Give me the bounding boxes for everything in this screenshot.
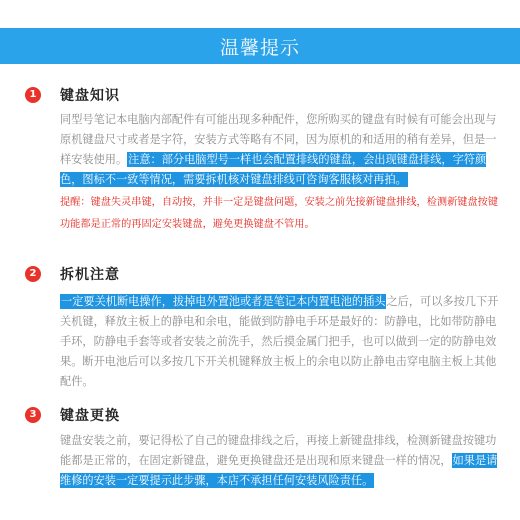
section-heading bbox=[0, 404, 520, 426]
body-text: 键盘安装之前，要记得松了自己的键盘排线之后，再接上新键盘排线，检测新键盘按键功能都是正常的，在固定新键盘，避免更换键盘还是出现和原来键盘一样的情况， bbox=[60, 434, 497, 467]
section-heading bbox=[0, 84, 520, 106]
highlighted-note: 注意：部分电脑型号一样也会配置排线的键盘，会出现键盘排线，字符颜色，图标不一致等情况，需要拆机核对键盘排线可咨询客服核对再拍。 bbox=[60, 153, 487, 186]
section-disassembly-notes bbox=[0, 263, 520, 388]
section-body bbox=[60, 110, 500, 236]
section-heading bbox=[0, 263, 520, 285]
section-keyboard-replacement bbox=[0, 404, 520, 487]
highlighted-note: 一定要关机断电操作，拔掉电外置池或者是笔记本内置电池的插头 bbox=[61, 295, 386, 308]
number-badge-icon: 1 bbox=[25, 87, 41, 103]
warning-text: 提醒：键盘失灵串键，自动按，并非一定是键盘问题，安装之前先接新键盘排线，检测新键盘按键功能都是正常的再固定安装键盘，避免更换键盘不管用。 bbox=[60, 197, 499, 230]
number-badge-icon: 3 bbox=[25, 407, 41, 423]
section-body bbox=[60, 431, 500, 491]
highlighted-note: 如果是请维修的安装一定要提示此步骤，本店不承担任何安装风险责任。 bbox=[60, 454, 498, 487]
header-banner bbox=[0, 28, 520, 64]
body-text: 同型号笔记本电脑内部配件有可能出现多种配件，您所购买的键盘有时候有可能会出现与原机键盘尺寸或者是字符，安装方式等略有不同，因为原机的和适用的稍有差异，但是一样安装使用。 bbox=[60, 113, 497, 166]
body-text: 之后，可以多按几下开关机键，释放主板上的静电和余电，能做到防静电手环是最好的：防静电，比如带防静电手环，防静电手套等或者安装之前洗手，然后摸金属门把手，也可以做到一定的防静电效果。断开电池后可以多按几下开关机键释放主板上的余电以防止静电击穿电脑主板上其他配件。 bbox=[60, 295, 499, 388]
section-body bbox=[60, 292, 500, 392]
section-title: 键盘知识 bbox=[60, 88, 120, 104]
section-keyboard-knowledge bbox=[0, 84, 520, 230]
section-title: 键盘更换 bbox=[60, 408, 120, 424]
number-badge-icon: 2 bbox=[25, 266, 41, 282]
section-title: 拆机注意 bbox=[60, 267, 120, 283]
banner-title: 温馨提示 bbox=[219, 36, 300, 59]
